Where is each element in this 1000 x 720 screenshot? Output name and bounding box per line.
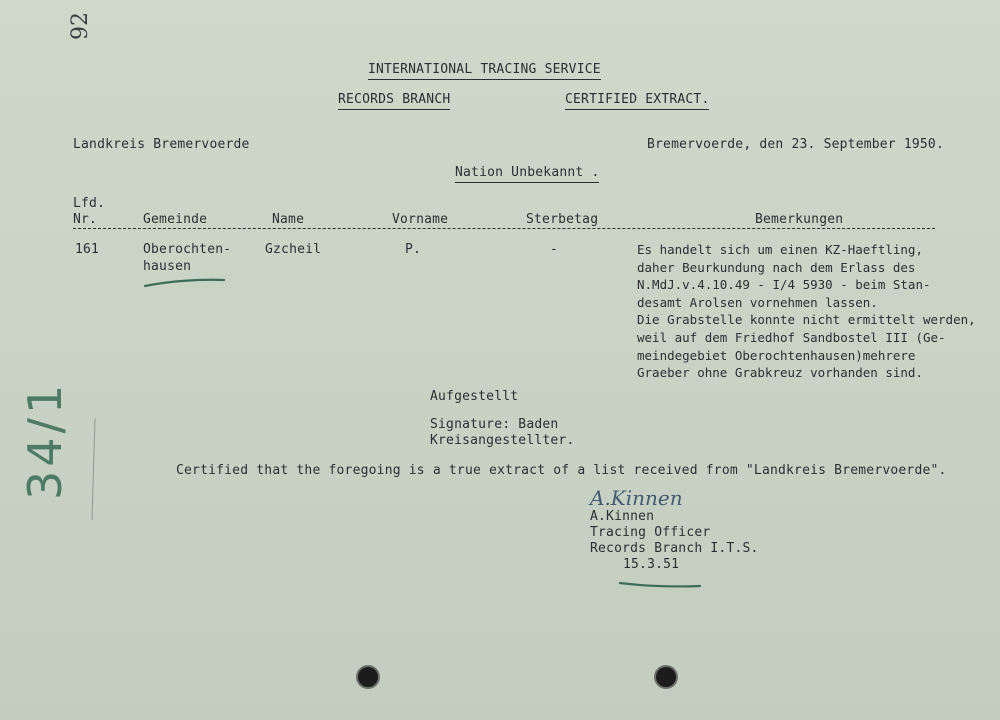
signer-name: A.Kinnen <box>590 509 655 524</box>
signer-branch: Records Branch I.T.S. <box>590 541 759 556</box>
district: Landkreis Bremervoerde <box>73 137 250 152</box>
col-name: Name <box>272 212 305 227</box>
remark-line: meindegebiet Oberochtenhausen)mehrere <box>637 347 916 363</box>
row-vorname: P. <box>405 242 422 257</box>
remark-line: desamt Arolsen vornehmen lassen. <box>637 294 878 310</box>
remark-line: Es handelt sich um einen KZ-Haeftling, <box>637 242 923 257</box>
kreis-title: Kreisangestellter. <box>430 433 575 448</box>
page-number: 92 <box>68 12 93 40</box>
handwritten-signature: A.Kinnen <box>590 486 683 510</box>
punch-hole-left <box>358 667 378 687</box>
remark-line: Die Grabstelle konnte nicht ermittelt werden, <box>637 312 976 328</box>
underline-mark-date <box>620 583 700 586</box>
remark-line: daher Beurkundung nach dem Erlass des <box>637 259 916 275</box>
punch-hole-right <box>656 667 676 687</box>
header-rule <box>73 228 935 229</box>
col-lfd: Lfd. <box>73 196 106 211</box>
row-sterbetag: - <box>550 242 559 257</box>
signed-date: 15.3.51 <box>623 557 680 572</box>
remark-line: Graeber ohne Grabkreuz vorhanden sind. <box>637 365 923 381</box>
row-nr: 161 <box>75 242 100 257</box>
col-vorname: Vorname <box>392 212 449 227</box>
org-title: INTERNATIONAL TRACING SERVICE <box>368 61 601 80</box>
row-name: Gzcheil <box>265 242 322 257</box>
col-nr: Nr. <box>73 212 98 227</box>
underline-mark-gemeinde <box>145 280 224 286</box>
signature-baden: Signature: Baden <box>430 417 559 432</box>
margin-number: 34/1 <box>18 380 72 500</box>
col-sterbetag: Sterbetag <box>526 212 599 227</box>
margin-rule <box>92 418 95 520</box>
extract-title: CERTIFIED EXTRACT. <box>565 91 709 110</box>
certification-text: Certified that the foregoing is a true extract of a list received from "Landkreis Bremervoerde". <box>176 463 947 478</box>
col-bemerkungen: Bemerkungen <box>755 212 844 227</box>
row-gemeinde-2: hausen <box>143 259 192 274</box>
row-remarks <box>637 241 997 382</box>
row-gemeinde-1: Oberochten- <box>143 242 232 257</box>
aufgestellt: Aufgestellt <box>430 389 519 404</box>
remark-line: weil auf dem Friedhof Sandbostel III (Ge- <box>637 329 946 345</box>
signer-title: Tracing Officer <box>590 525 711 540</box>
nation: Nation Unbekannt . <box>455 164 599 183</box>
col-gemeinde: Gemeinde <box>143 212 208 227</box>
remark-line: N.MdJ.v.4.10.49 - I/4 5930 - beim Stan- <box>637 277 931 293</box>
branch-title: RECORDS BRANCH <box>338 91 450 110</box>
place-date: Bremervoerde, den 23. September 1950. <box>647 137 944 152</box>
